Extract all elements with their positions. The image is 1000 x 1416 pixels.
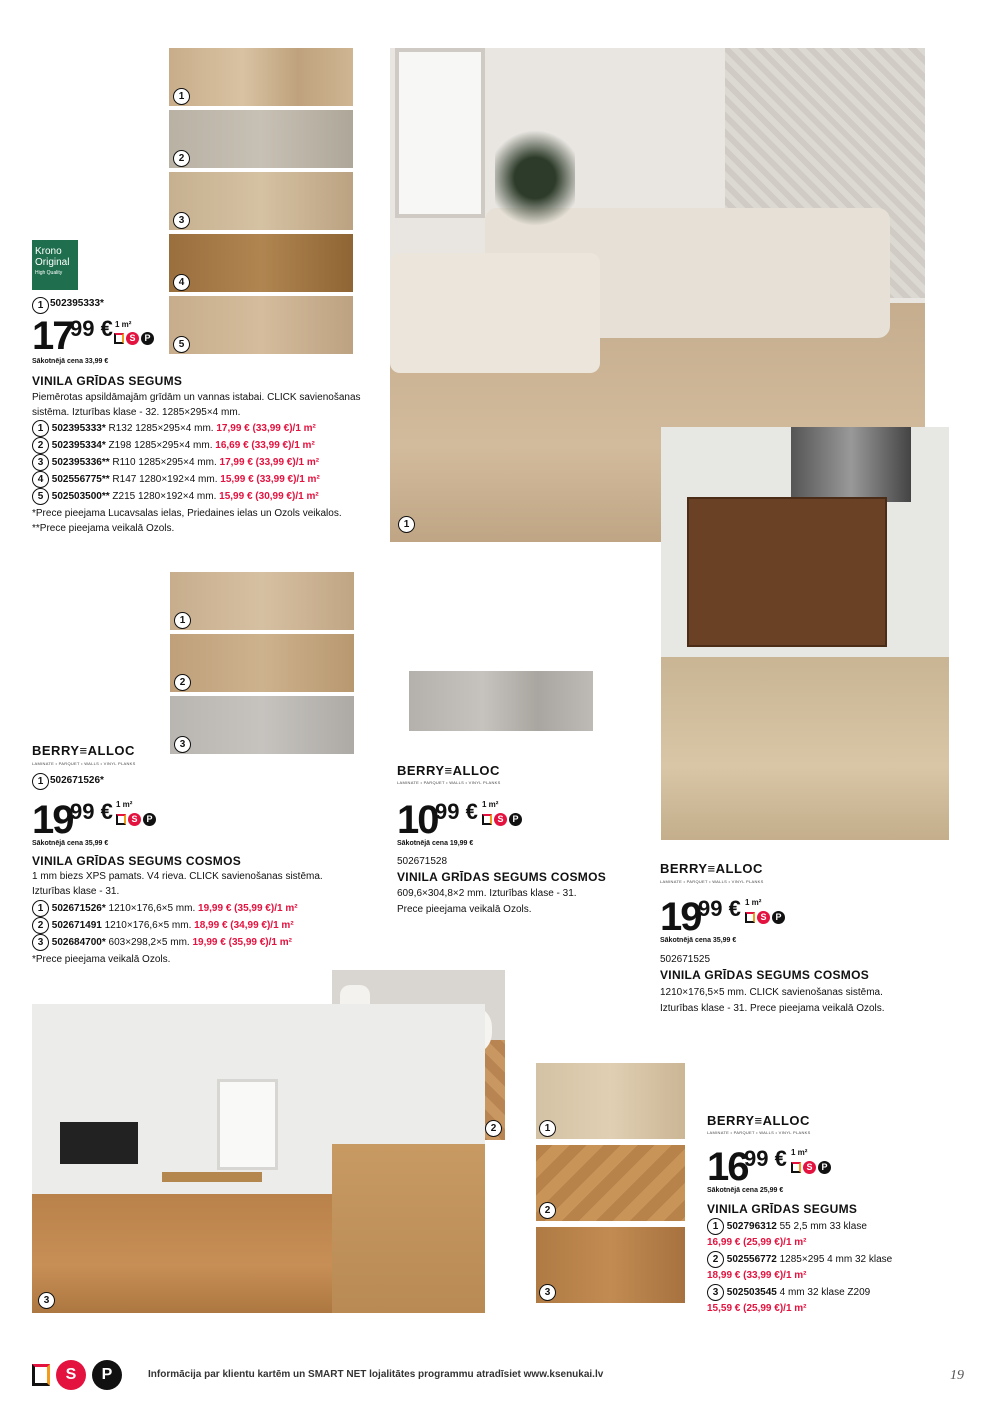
smart-net-icon: S bbox=[803, 1161, 816, 1174]
smart-net-icon: S bbox=[126, 332, 139, 345]
loyalty-icons bbox=[791, 1161, 831, 1174]
loyalty-icons bbox=[482, 813, 522, 826]
variant-spec: 1210×176,6×5 mm. bbox=[108, 903, 196, 914]
variant-price: 18,99 € (34,99 €)/1 m² bbox=[194, 920, 294, 931]
smart-net-icon: S bbox=[494, 813, 507, 826]
variant-price: 17,99 € (33,99 €)/1 m² bbox=[219, 457, 320, 468]
swatch-number: 2 bbox=[174, 674, 191, 691]
tv bbox=[60, 1122, 138, 1164]
variant-number: 4 bbox=[32, 471, 49, 488]
variant-code: 502503500** bbox=[51, 491, 110, 502]
loyalty-icons bbox=[745, 911, 785, 924]
variant-list bbox=[32, 900, 298, 951]
price-integer: 17 bbox=[32, 314, 73, 358]
swatch-number: 2 bbox=[173, 150, 190, 167]
plant bbox=[495, 123, 575, 233]
variant-row bbox=[32, 420, 320, 437]
product-desc-line: 1 mm biezs XPS pamats. V4 rieva. CLICK savienošanas sistēma. bbox=[32, 871, 323, 882]
loyalty-card-icon bbox=[32, 1364, 50, 1386]
swatch-number: 2 bbox=[539, 1202, 556, 1219]
variant-row bbox=[707, 1301, 892, 1317]
wall-art bbox=[791, 427, 911, 502]
variant-price: 17,99 € (33,99 €)/1 m² bbox=[216, 423, 316, 434]
variant-list bbox=[32, 420, 320, 505]
variant-price: 19,99 € (35,99 €)/1 m² bbox=[192, 937, 292, 948]
start-price: Sākotnējā cena 35,99 € bbox=[32, 840, 109, 847]
variant-spec: 55 2,5 mm 33 klase bbox=[779, 1221, 867, 1232]
price-cents: 99 € bbox=[70, 799, 113, 824]
variant-number: 2 bbox=[707, 1251, 724, 1268]
availability-note: **Prece pieejama veikalā Ozols. bbox=[32, 523, 175, 534]
swatch-3-p2 bbox=[170, 696, 354, 754]
loyalty-card-icon bbox=[745, 912, 755, 923]
berryalloc-logo: BERRY≡ALLOC bbox=[660, 861, 763, 876]
swatch-number: 1 bbox=[173, 88, 190, 105]
berryalloc-logo: BERRY≡ALLOC bbox=[397, 763, 500, 778]
product-desc-line: Izturības klase - 31. Prece pieejama veikalā Ozols. bbox=[660, 1003, 885, 1014]
product-title: VINILA GRĪDAS SEGUMS COSMOS bbox=[397, 870, 607, 884]
product-title: VINILA GRĪDAS SEGUMS bbox=[32, 374, 183, 388]
price-integer: 19 bbox=[660, 895, 701, 939]
variant-number: 1 bbox=[32, 420, 49, 437]
variant-price: 15,99 € (33,99 €)/1 m² bbox=[220, 474, 320, 485]
product-code: 502671528 bbox=[397, 856, 448, 867]
variant-row bbox=[32, 917, 298, 934]
window bbox=[217, 1079, 278, 1170]
variant-row bbox=[707, 1251, 892, 1268]
swatch-5-p1 bbox=[169, 296, 353, 354]
availability-note: *Prece pieejama Lucavsalas ielas, Priedaines ielas un Ozols veikalos. bbox=[32, 508, 342, 519]
unit-label: 1 m² bbox=[116, 800, 133, 809]
product-code: 502671526* bbox=[50, 775, 104, 786]
variant-number: 3 bbox=[32, 454, 49, 471]
photo-number: 1 bbox=[398, 516, 415, 533]
swatch-2-p5 bbox=[536, 1145, 685, 1221]
variant-number: 2 bbox=[32, 917, 49, 934]
start-price: Sākotnējā cena 25,99 € bbox=[707, 1187, 784, 1194]
variant-spec: R147 1280×192×4 mm. bbox=[112, 474, 218, 485]
krono-logo-line3: High Quality bbox=[35, 270, 63, 276]
variant-spec: 1210×176,6×5 mm. bbox=[104, 920, 192, 931]
variant-row bbox=[707, 1218, 892, 1235]
variant-code: 502671526* bbox=[51, 903, 106, 914]
brand-subtitle: LAMINATE • PARQUET • WALLS • VINYL PLANKS bbox=[660, 879, 764, 884]
price-integer: 16 bbox=[707, 1145, 748, 1189]
p-card-icon: P bbox=[818, 1161, 831, 1174]
variant-price: 16,99 € (25,99 €)/1 m² bbox=[707, 1237, 807, 1248]
variant-code: 502671491 bbox=[51, 920, 102, 931]
variant-spec: R110 1285×295×4 mm. bbox=[112, 457, 217, 468]
start-price: Sākotnējā cena 19,99 € bbox=[397, 840, 474, 847]
variant-spec: 603×298,2×5 mm. bbox=[108, 937, 190, 948]
krono-original-logo bbox=[32, 240, 78, 290]
variant-number: 1 bbox=[32, 900, 49, 917]
footer-text: Informācija par klientu kartēm un SMART NET lojalitātes programmu atradīsiet www.ksenukai.lv bbox=[148, 1369, 604, 1380]
product-title: VINILA GRĪDAS SEGUMS bbox=[707, 1202, 858, 1216]
swatch-3-p5 bbox=[536, 1227, 685, 1303]
loyalty-icons bbox=[114, 332, 154, 345]
product-code: 502671525 bbox=[660, 954, 711, 965]
variant-row bbox=[32, 471, 320, 488]
photo-number: 3 bbox=[38, 1292, 55, 1309]
p-card-icon: P bbox=[141, 332, 154, 345]
price-integer: 10 bbox=[397, 798, 438, 842]
brand-subtitle: LAMINATE • PARQUET • WALLS • VINYL PLANKS bbox=[32, 761, 136, 766]
swatch-3-p1 bbox=[169, 172, 353, 230]
product-title: VINILA GRĪDAS SEGUMS COSMOS bbox=[660, 968, 870, 982]
unit-label: 1 m² bbox=[791, 1148, 808, 1157]
swatch-number: 3 bbox=[174, 736, 191, 753]
photo-number: 2 bbox=[485, 1120, 502, 1137]
variant-number: 5 bbox=[32, 488, 49, 505]
variant-spec: 4 mm 32 klase Z209 bbox=[779, 1287, 871, 1298]
variant-code: 502395333* bbox=[51, 423, 106, 434]
krono-logo-line1: Krono bbox=[35, 246, 62, 257]
price-integer: 19 bbox=[32, 798, 73, 842]
smart-net-icon: S bbox=[757, 911, 770, 924]
code-number: 1 bbox=[32, 297, 49, 314]
swatch-1-p5 bbox=[536, 1063, 685, 1139]
variant-spec: R132 1285×295×4 mm. bbox=[108, 423, 214, 434]
swatch-2-p2 bbox=[170, 634, 354, 692]
swatch-number: 3 bbox=[173, 212, 190, 229]
availability-note: *Prece pieejama veikalā Ozols. bbox=[32, 954, 171, 965]
kitchen-cabinets bbox=[332, 1144, 485, 1313]
loyalty-card-icon bbox=[114, 333, 124, 344]
variant-row bbox=[707, 1268, 892, 1284]
variant-row bbox=[32, 454, 320, 471]
variant-row bbox=[707, 1284, 892, 1301]
price-cents: 99 € bbox=[435, 799, 478, 824]
krono-logo-line2: Original bbox=[35, 257, 70, 268]
variant-row bbox=[32, 488, 320, 505]
p-card-icon: P bbox=[772, 911, 785, 924]
variant-number: 1 bbox=[707, 1218, 724, 1235]
dining-table bbox=[162, 1172, 262, 1182]
product-desc-line: sistēma. Izturības klase - 32. 1285×295×4 mm. bbox=[32, 407, 241, 418]
unit-label: 1 m² bbox=[482, 800, 499, 809]
p-card-icon: P bbox=[509, 813, 522, 826]
variant-list bbox=[707, 1218, 892, 1317]
floor bbox=[661, 657, 949, 840]
swatch-number: 4 bbox=[173, 274, 190, 291]
footer-loyalty-icons bbox=[32, 1360, 122, 1390]
price-cents: 99 € bbox=[744, 1146, 787, 1171]
variant-code: 502796312 bbox=[726, 1221, 777, 1232]
page-number: 19 bbox=[950, 1368, 964, 1383]
price-cents: 99 € bbox=[70, 316, 113, 341]
variant-number: 3 bbox=[32, 934, 49, 951]
loyalty-card-icon bbox=[482, 814, 492, 825]
product-desc-line: Prece pieejama veikalā Ozols. bbox=[397, 904, 532, 915]
brand-subtitle: LAMINATE • PARQUET • WALLS • VINYL PLANKS bbox=[707, 1130, 811, 1135]
berryalloc-logo: BERRY≡ALLOC bbox=[707, 1113, 810, 1128]
variant-spec: 1285×295 4 mm 32 klase bbox=[779, 1254, 893, 1265]
swatch-number: 5 bbox=[173, 336, 190, 353]
variant-price: 18,99 € (33,99 €)/1 m² bbox=[707, 1270, 807, 1281]
product-desc-line: Piemērotas apsildāmajām grīdām un vannas istabai. CLICK savienošanas bbox=[32, 392, 361, 403]
dresser-photo bbox=[661, 427, 949, 840]
loyalty-card-icon bbox=[116, 814, 126, 825]
p-card-icon: P bbox=[92, 1360, 122, 1390]
start-price: Sākotnējā cena 35,99 € bbox=[660, 937, 737, 944]
product-code: 502395333* bbox=[50, 298, 104, 309]
code-number: 1 bbox=[32, 773, 49, 790]
variant-price: 16,69 € (33,99 €)/1 m² bbox=[215, 440, 315, 451]
swatch-number: 3 bbox=[539, 1284, 556, 1301]
swatch-1-p1 bbox=[169, 48, 353, 106]
variant-code: 502684700* bbox=[51, 937, 106, 948]
variant-price: 15,59 € (25,99 €)/1 m² bbox=[707, 1303, 807, 1314]
product-title: VINILA GRĪDAS SEGUMS COSMOS bbox=[32, 854, 242, 868]
variant-code: 502395334* bbox=[51, 440, 106, 451]
p-card-icon: P bbox=[143, 813, 156, 826]
product-desc-line: Izturības klase - 31. bbox=[32, 886, 120, 897]
berryalloc-logo: BERRY≡ALLOC bbox=[32, 743, 135, 758]
variant-code: 502556775** bbox=[51, 474, 110, 485]
swatch-4-p1 bbox=[169, 234, 353, 292]
variant-code: 502556772 bbox=[726, 1254, 777, 1265]
swatch-number: 1 bbox=[174, 612, 191, 629]
smart-net-icon: S bbox=[128, 813, 141, 826]
variant-price: 15,99 € (30,99 €)/1 m² bbox=[219, 491, 319, 502]
product-desc-line: 1210×176,5×5 mm. CLICK savienošanas sistēma. bbox=[660, 987, 883, 998]
variant-code: 502395336** bbox=[51, 457, 110, 468]
smart-net-icon: S bbox=[56, 1360, 86, 1390]
kitchen-photo bbox=[32, 1004, 485, 1313]
loyalty-card-icon bbox=[791, 1162, 801, 1173]
swatch-2-p1 bbox=[169, 110, 353, 168]
variant-spec: Z215 1280×192×4 mm. bbox=[112, 491, 217, 502]
variant-spec: Z198 1285×295×4 mm. bbox=[108, 440, 213, 451]
variant-row bbox=[32, 437, 320, 454]
price-cents: 99 € bbox=[698, 896, 741, 921]
unit-label: 1 m² bbox=[115, 320, 132, 329]
variant-number: 2 bbox=[32, 437, 49, 454]
variant-row bbox=[32, 900, 298, 917]
window bbox=[395, 48, 485, 218]
swatch-1-p2 bbox=[170, 572, 354, 630]
unit-label: 1 m² bbox=[745, 898, 762, 907]
swatch-number: 1 bbox=[539, 1120, 556, 1137]
swatch-p3 bbox=[409, 671, 593, 731]
variant-number: 3 bbox=[707, 1284, 724, 1301]
loyalty-icons bbox=[116, 813, 156, 826]
dresser bbox=[687, 497, 887, 647]
product-desc-line: 609,6×304,8×2 mm. Izturības klase - 31. bbox=[397, 888, 577, 899]
variant-code: 502503545 bbox=[726, 1287, 777, 1298]
brand-subtitle: LAMINATE • PARQUET • WALLS • VINYL PLANKS bbox=[397, 780, 501, 785]
start-price: Sākotnējā cena 33,99 € bbox=[32, 358, 109, 365]
variant-row bbox=[32, 934, 298, 951]
variant-price: 19,99 € (35,99 €)/1 m² bbox=[198, 903, 298, 914]
variant-row bbox=[707, 1235, 892, 1251]
sofa-chaise bbox=[390, 253, 600, 373]
